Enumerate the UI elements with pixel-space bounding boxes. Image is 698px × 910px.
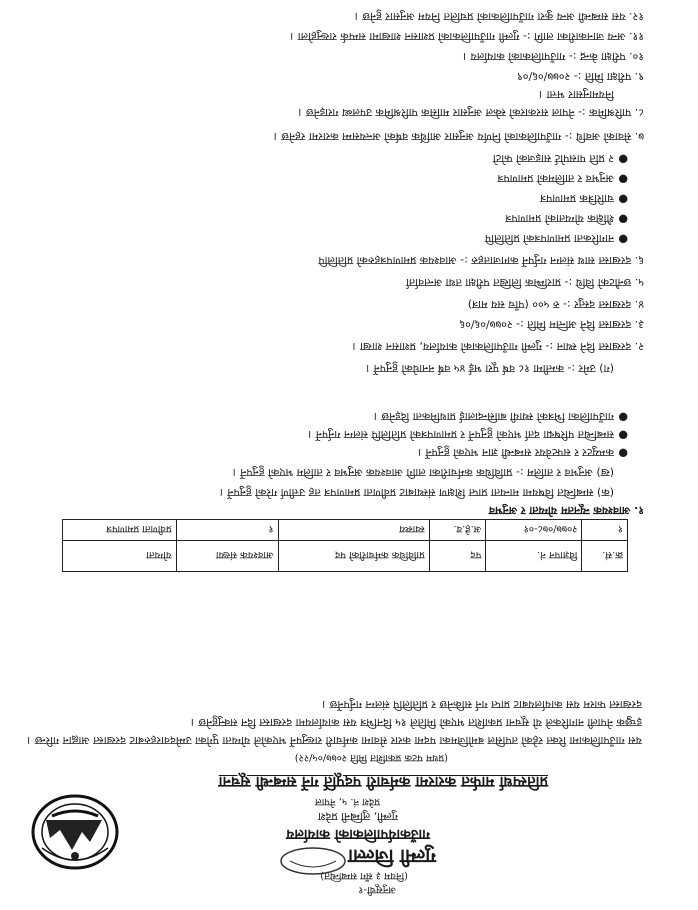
published-date: (प्रथम पटक प्रकाशित मिति २०७७/०५/२२) xyxy=(294,752,448,763)
table-header-cell: प्राविधिक कर्मचारीको पद xyxy=(278,541,429,572)
bullet-icon: ● xyxy=(618,173,628,186)
section-line: १०. परीक्षा केन्द्र :- गाउँपालिकाको कार्यालय । xyxy=(462,50,644,63)
section-line: २. दरखास्त दिने स्थान :- गुल्मी गाउँपालिकाको कार्यालय, प्रशासन शाखा । xyxy=(352,340,644,353)
table-cell: २०७७/०७८-०१ xyxy=(486,520,582,541)
section-item: (ख) अनुभव र तालिम :- प्राविधिक कर्मचारीका लागि आवश्यक अनुभव र तालिम भएको हुनुपर्ने । xyxy=(232,466,614,479)
table-header-cell: क्र.सं. xyxy=(582,541,628,572)
table-cell: १ xyxy=(176,520,278,541)
table-cell: स्वास्थ्य xyxy=(278,520,429,541)
bullet-icon: ● xyxy=(618,233,628,246)
table-row xyxy=(63,520,628,541)
bullet-text: गाउँपालिका भित्रको स्थायी बासिन्दालाई प्राथमिकता दिइनेछ । xyxy=(373,410,614,423)
government-emblem-icon xyxy=(30,794,120,872)
section-item: (ग) उमेर :- कम्तीमा १८ वर्ष पूरा भई ४५ वर्ष ननाघेको हुनुपर्ने । xyxy=(366,362,614,375)
bullet-icon: ● xyxy=(618,447,628,460)
bullet-icon: ● xyxy=(618,429,628,442)
office-location: गुल्मी, लुम्बिनी प्रदेश xyxy=(318,810,398,823)
section-line: ५. छनौटको विधि :- प्रारम्भिक लिखित परीक्षा तथा अन्तर्वार्ता xyxy=(406,276,644,289)
section-line: ३. दरखास्त दिने अन्तिम मिति :- २०७७/०६/०६ xyxy=(459,318,644,331)
bullet-icon: ● xyxy=(618,411,628,424)
section-item: नियमानुसार भत्ता । xyxy=(539,88,614,101)
province-line: प्रदेश नं. ५, नेपाल xyxy=(314,796,380,807)
bullet-icon: ● xyxy=(618,213,628,226)
section-item: (क) सम्बन्धित विषयमा मान्यता प्राप्त शिक्षण संस्थाबाट प्रवीणता प्रमाणपत्र तह उत्तीर्ण गरेको हुनुपर्ने । xyxy=(219,486,614,499)
section-line: ७. सेवाको अवधि :- गाउँपालिकाको निर्णय अनुसार आर्थिक वर्षको अन्त्यसम्म करारमा रहनेछ । xyxy=(273,130,644,143)
bullet-text: २ प्रति पासपोर्ट साइजको फोटो xyxy=(492,152,614,165)
table-header-cell: पद xyxy=(429,541,486,572)
table-cell: अ.हे.व. xyxy=(429,520,486,541)
section-line: ८. पारिश्रमिक :- नेपाल सरकारको स्केल अनुसार मासिक पारिश्रमिक उपलब्ध गराइनेछ । xyxy=(298,106,644,119)
vacancy-table xyxy=(62,519,628,572)
section-line: ६. दरखास्त साथ संलग्न गर्नुपर्ने कागजातहरु :- आवश्यक प्रमाणपत्रहरुको प्रतिलिपि xyxy=(318,254,644,267)
table-header-cell: योग्यता xyxy=(63,541,177,572)
section-line: ९. परीक्षा मिति :- २०७७/०६/०९ xyxy=(517,70,644,83)
office-type: गाउँकार्यपालिकाको कार्यालय xyxy=(286,826,430,842)
intro-line: इच्छुक नेपाली नागरिकले यो सूचना प्रकाशित भएको मितिले १५ दिनभित्र यस कार्यालयमा दरखास्त दिन सक्नुहुनेछ । xyxy=(190,716,642,729)
table-header-cell: आवश्यक संख्या xyxy=(176,541,278,572)
intro-line: दरखास्त फारम यस कार्यालयबाट प्राप्त गर्न सकिनेछ र प्रतिलिपि संलग्न गर्नुपर्नेछ । xyxy=(322,698,642,711)
annex-subtitle: (नियम ३ सँग सम्बन्धित) xyxy=(320,870,408,881)
table-header-row xyxy=(63,541,628,572)
bullet-text: सम्बन्धित परिषद्मा दर्ता भएको हुनुपर्ने र प्रमाणपत्रको प्रतिलिपि संलग्न गर्नुपर्ने । xyxy=(308,428,614,441)
bullet-icon: ● xyxy=(618,153,628,166)
bullet-text: शैक्षिक योग्यताको प्रमाणपत्र xyxy=(505,212,614,225)
intro-line: यस गाउँपालिकामा रिक्त रहेको तपसिल बमोजिमका पदमा करार सेवामा कर्मचारी राख्नुपर्ने भएकोले योग्यता पुगेका उम्मेदवारहरुबाट दरखास्त आह्वान गरिन्छ । xyxy=(27,734,642,747)
annex-label: अनुसूची-१ xyxy=(358,884,396,895)
bullet-text: चारित्रिक प्रमाणपत्र xyxy=(539,192,614,205)
bullet-text: कम्प्युटर र सफ्टवेयर सम्बन्धी ज्ञान भएको हुनुपर्ने । xyxy=(417,446,614,459)
table-header-cell: विज्ञापन नं. xyxy=(486,541,582,572)
office-stamp-icon xyxy=(278,845,348,877)
bullet-text: नागरिकता प्रमाणपत्रको प्रतिलिपि xyxy=(484,232,614,245)
section-line: ४. दरखास्त दस्तुर :- रु ५०० (पाँच सय मात्र) xyxy=(467,298,644,311)
table-cell: प्रवीणता प्रमाणपत्र xyxy=(63,520,177,541)
section-line: १२. यस सम्बन्धी अन्य कुरा गाउँपालिकाको प्रचलित नियम अनुसार हुनेछ । xyxy=(354,10,644,23)
table-cell: १ xyxy=(582,520,628,541)
section-heading: १. आवश्यक न्यूनतम योग्यता र अनुभव xyxy=(488,504,644,517)
bullet-text: अनुभव र तालिमको प्रमाणपत्र xyxy=(497,172,614,185)
office-name: गुल्मी जिल्ला xyxy=(348,845,436,867)
notice-title: प्रतिस्पर्धा मार्फत करारमा कर्मचारी पदपूर्ति गर्ने सम्बन्धी सूचना xyxy=(218,773,548,791)
section-line: ११. अन्य जानकारीका लागि :- गुल्मी गाउँपालिकाको प्रशासन शाखामा सम्पर्क राख्नुहोला । xyxy=(290,30,644,43)
bullet-icon: ● xyxy=(618,193,628,206)
